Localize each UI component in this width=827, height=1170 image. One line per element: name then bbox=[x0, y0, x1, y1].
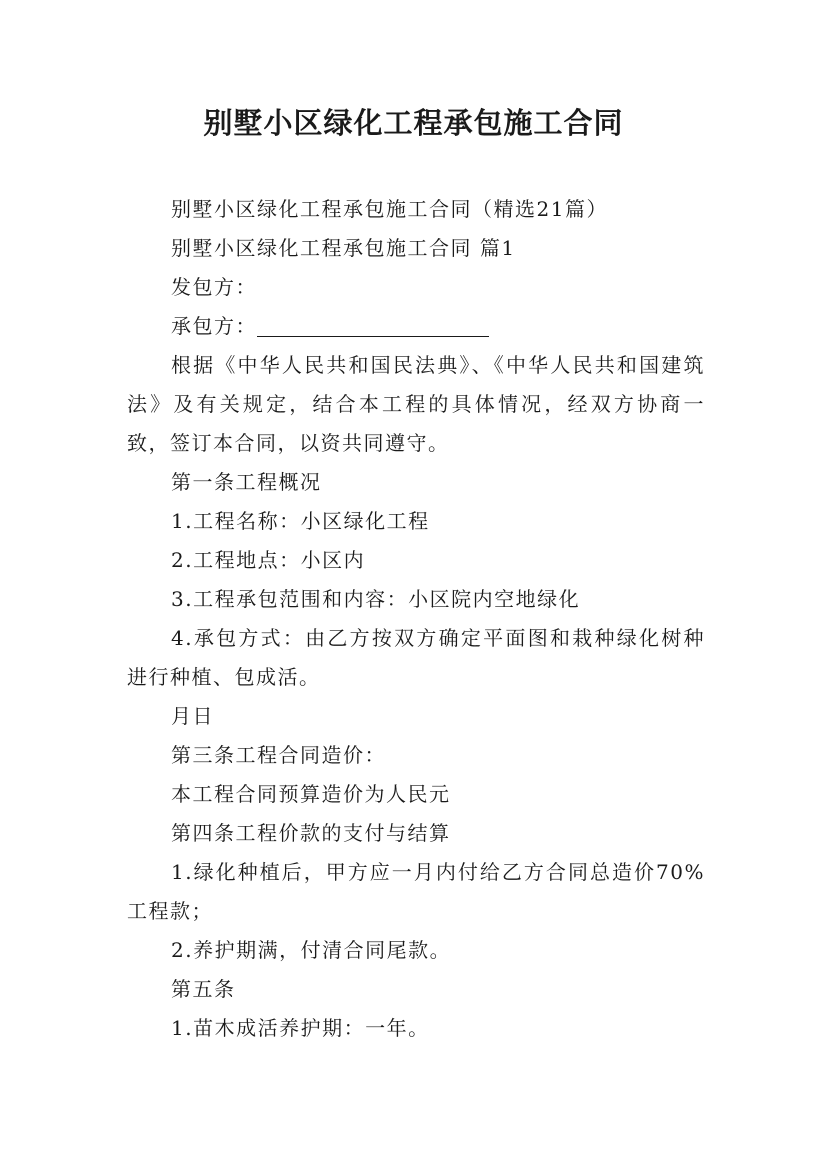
article-heading: 第五条 bbox=[171, 977, 236, 1001]
section-heading: 别墅小区绿化工程承包施工合同 篇1 bbox=[171, 236, 516, 260]
list-item: 1.工程名称：小区绿化工程 bbox=[171, 509, 430, 533]
document-title: 别墅小区绿化工程承包施工合同 bbox=[203, 106, 624, 140]
list-item: 2.工程地点：小区内 bbox=[171, 548, 366, 572]
party-b-line bbox=[127, 307, 705, 346]
article-heading: 第三条工程合同造价： bbox=[171, 743, 386, 767]
list-item: 2.养护期满，付清合同尾款。 bbox=[171, 938, 452, 962]
list-item: 4.承包方式：由乙方按双方确定平面图和栽种绿化树种进行种植、包成活。 bbox=[127, 626, 705, 689]
party-a-line: 发包方： bbox=[171, 275, 257, 299]
list-item: 1.苗木成活养护期：一年。 bbox=[171, 1016, 430, 1040]
paragraph: 根据《中华人民共和国民法典》、《中华人民共和国建筑法》及有关规定，结合本工程的具体情况，经双方协商一致，签订本合同，以资共同遵守。 bbox=[127, 353, 705, 455]
article-heading: 第四条工程价款的支付与结算 bbox=[171, 821, 451, 845]
party-b-label: 承包方： bbox=[171, 314, 257, 338]
list-item: 1.绿化种植后，甲方应一月内付给乙方合同总造价70%工程款； bbox=[127, 860, 705, 923]
paragraph: 月日 bbox=[171, 704, 214, 728]
document-subtitle: 别墅小区绿化工程承包施工合同（精选21篇） bbox=[171, 197, 608, 221]
paragraph: 本工程合同预算造价为人民元 bbox=[171, 782, 451, 806]
list-item: 3.工程承包范围和内容：小区院内空地绿化 bbox=[171, 587, 581, 611]
party-b-blank bbox=[257, 314, 489, 337]
article-heading: 第一条工程概况 bbox=[171, 470, 322, 494]
document-body bbox=[127, 190, 705, 1048]
